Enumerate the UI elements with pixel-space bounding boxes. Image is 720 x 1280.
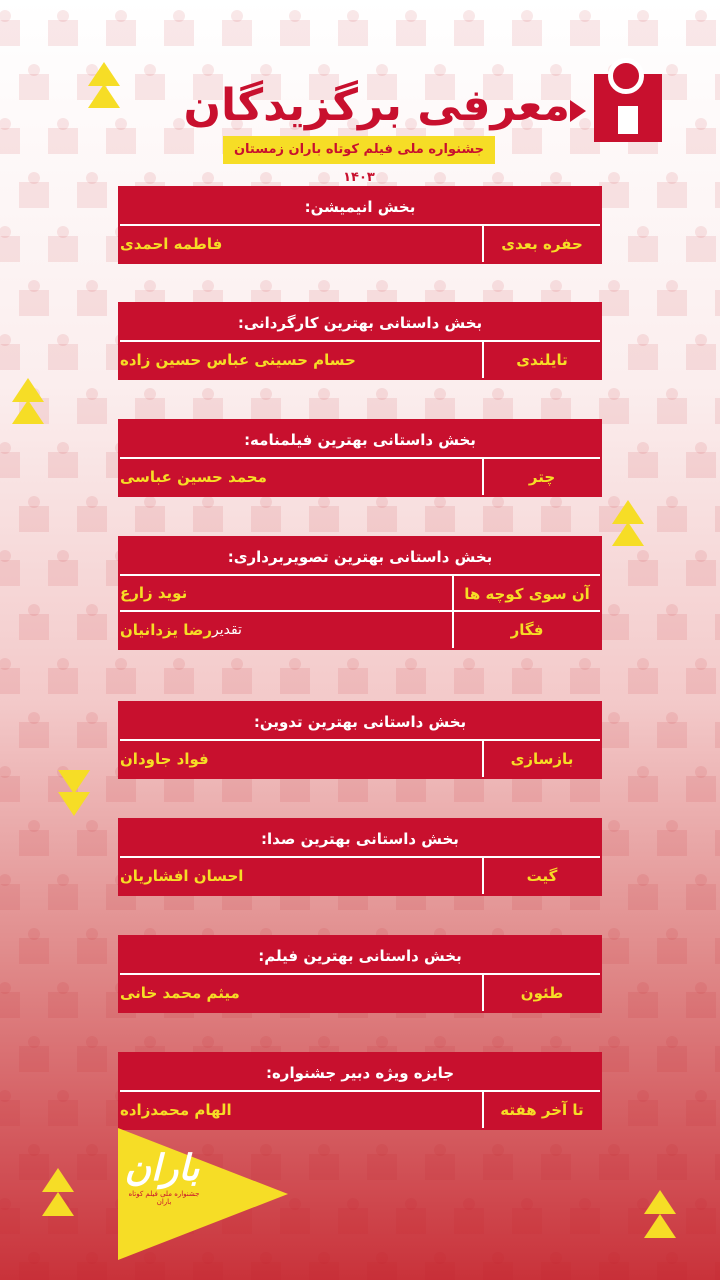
pattern-figure-icon: [19, 74, 49, 100]
pattern-figure-icon: [77, 182, 107, 208]
award-row: [120, 975, 600, 1011]
pattern-figure-icon: [280, 20, 310, 46]
pattern-figure-icon: [48, 992, 78, 1018]
section-title: بخش داستانی بهترین تدوین:: [120, 703, 600, 741]
winner-name: [120, 342, 482, 378]
pattern-figure-icon: [715, 830, 720, 856]
winner-name: [120, 975, 482, 1011]
pattern-figure-icon: [628, 452, 658, 478]
pattern-figure-icon: [483, 1154, 513, 1180]
winner-name-text: رضا یزدانیان: [120, 621, 212, 639]
pattern-figure-icon: [396, 668, 426, 694]
pattern-figure-icon: [48, 668, 78, 694]
film-title: بازسازی: [482, 741, 600, 777]
pattern-figure-icon: [512, 668, 542, 694]
award-section-best-film: [118, 935, 602, 1013]
pattern-figure-icon: [628, 668, 658, 694]
pattern-figure-icon: [164, 668, 194, 694]
pattern-figure-icon: [541, 1262, 571, 1280]
film-title: تا آخر هفته: [482, 1092, 600, 1128]
winner-name-text: حسام حسینی عباس حسین زاده: [120, 351, 356, 369]
pattern-figure-icon: [599, 398, 629, 424]
pattern-figure-icon: [0, 1208, 20, 1234]
pattern-figure-icon: [251, 1262, 281, 1280]
pattern-figure-icon: [628, 1100, 658, 1126]
pattern-figure-icon: [0, 560, 20, 586]
film-title: فگار: [452, 612, 600, 648]
award-row: [120, 342, 600, 378]
pattern-figure-icon: [19, 722, 49, 748]
pattern-figure-icon: [570, 20, 600, 46]
pattern-figure-icon: [48, 128, 78, 154]
pattern-figure-icon: [628, 884, 658, 910]
pattern-figure-icon: [106, 668, 136, 694]
pattern-figure-icon: [19, 1046, 49, 1072]
pattern-figure-icon: [512, 1208, 542, 1234]
pattern-figure-icon: [715, 290, 720, 316]
award-row: [120, 459, 600, 495]
pattern-figure-icon: [657, 830, 687, 856]
pattern-figure-icon: [106, 20, 136, 46]
winner-name-text: فاطمه احمدی: [120, 235, 223, 253]
pattern-figure-icon: [628, 344, 658, 370]
award-row: [120, 226, 600, 262]
triangle-decoration-icon: [58, 792, 90, 816]
pattern-figure-icon: [686, 20, 716, 46]
pattern-figure-icon: [77, 722, 107, 748]
pattern-figure-icon: [570, 668, 600, 694]
triangle-decoration-icon: [88, 84, 120, 108]
pattern-figure-icon: [454, 776, 484, 802]
pattern-figure-icon: [715, 1262, 720, 1280]
pattern-figure-icon: [686, 1208, 716, 1234]
section-title: جایزه ویژه دبیر جشنواره:: [120, 1054, 600, 1092]
section-title: بخش داستانی بهترین کارگردانی:: [120, 304, 600, 342]
pattern-figure-icon: [106, 128, 136, 154]
pattern-figure-icon: [512, 776, 542, 802]
pattern-figure-icon: [164, 20, 194, 46]
pattern-figure-icon: [628, 560, 658, 586]
pattern-figure-icon: [686, 776, 716, 802]
pattern-figure-icon: [715, 614, 720, 640]
winner-name: [120, 1092, 482, 1128]
pattern-figure-icon: [715, 722, 720, 748]
award-section-directing: [118, 302, 602, 380]
pattern-figure-icon: [686, 1100, 716, 1126]
winner-name-text: فواد جاودان: [120, 750, 209, 768]
section-title: بخش داستانی بهترین فیلمنامه:: [120, 421, 600, 459]
triangle-decoration-icon: [644, 1190, 676, 1214]
award-row: [120, 858, 600, 894]
triangle-decoration-icon: [58, 770, 90, 794]
pattern-figure-icon: [599, 1046, 629, 1072]
pattern-figure-icon: [19, 938, 49, 964]
pattern-figure-icon: [715, 1046, 720, 1072]
film-title: آن سوی کوچه ها: [452, 576, 600, 610]
pattern-figure-icon: [425, 1262, 455, 1280]
pattern-figure-icon: [425, 506, 455, 532]
pattern-figure-icon: [599, 1262, 629, 1280]
pattern-figure-icon: [686, 344, 716, 370]
festival-subtitle: جشنواره ملی فیلم کوتاه باران زمستان ۱۴۰۳: [223, 136, 495, 164]
pattern-figure-icon: [657, 938, 687, 964]
pattern-figure-icon: [570, 1208, 600, 1234]
pattern-figure-icon: [77, 1154, 107, 1180]
pattern-figure-icon: [48, 1100, 78, 1126]
pattern-figure-icon: [19, 830, 49, 856]
pattern-figure-icon: [338, 668, 368, 694]
pattern-figure-icon: [367, 1154, 397, 1180]
pattern-figure-icon: [686, 236, 716, 262]
pattern-figure-icon: [657, 722, 687, 748]
pattern-figure-icon: [599, 182, 629, 208]
winner-name-text: نوید زارع: [120, 584, 188, 602]
pattern-figure-icon: [48, 20, 78, 46]
pattern-figure-icon: [77, 398, 107, 424]
winner-name-text: احسان افشاریان: [120, 867, 244, 885]
baran-logo-tagline: جشنواره ملی فیلم کوتاه باران: [128, 1190, 200, 1206]
winner-name: [120, 741, 482, 777]
pattern-figure-icon: [454, 1208, 484, 1234]
triangle-decoration-icon: [644, 1214, 676, 1238]
pattern-figure-icon: [0, 344, 20, 370]
pattern-figure-icon: [367, 1262, 397, 1280]
honorable-mention-label: تقدیر: [211, 622, 242, 638]
film-title: طئون: [482, 975, 600, 1011]
pattern-figure-icon: [512, 20, 542, 46]
pattern-figure-icon: [657, 1262, 687, 1280]
triangle-decoration-icon: [42, 1192, 74, 1216]
award-row: [120, 612, 600, 648]
pattern-figure-icon: [0, 452, 20, 478]
triangle-decoration-icon: [88, 62, 120, 86]
pattern-figure-icon: [396, 1208, 426, 1234]
award-row: [120, 1092, 600, 1128]
page-title: معرفی برگزیدگان: [183, 80, 570, 131]
winner-name-text: محمد حسین عباسی: [120, 468, 267, 486]
pattern-figure-icon: [77, 938, 107, 964]
pattern-figure-icon: [454, 668, 484, 694]
pattern-figure-icon: [657, 398, 687, 424]
pattern-figure-icon: [19, 1262, 49, 1280]
pattern-figure-icon: [483, 506, 513, 532]
pattern-figure-icon: [106, 776, 136, 802]
play-arrow-icon: [570, 100, 586, 122]
pattern-figure-icon: [541, 1154, 571, 1180]
film-title: چتر: [482, 459, 600, 495]
pattern-figure-icon: [657, 290, 687, 316]
pattern-figure-icon: [48, 344, 78, 370]
pattern-figure-icon: [135, 1262, 165, 1280]
pattern-figure-icon: [599, 614, 629, 640]
pattern-figure-icon: [222, 776, 252, 802]
pattern-figure-icon: [48, 560, 78, 586]
pattern-figure-icon: [251, 506, 281, 532]
pattern-figure-icon: [48, 452, 78, 478]
pattern-figure-icon: [0, 884, 20, 910]
pattern-figure-icon: [77, 506, 107, 532]
triangle-decoration-icon: [42, 1168, 74, 1192]
triangle-decoration-icon: [612, 500, 644, 524]
pattern-figure-icon: [541, 506, 571, 532]
pattern-figure-icon: [77, 1046, 107, 1072]
pattern-figure-icon: [164, 776, 194, 802]
pattern-figure-icon: [396, 776, 426, 802]
pattern-figure-icon: [715, 506, 720, 532]
winner-name-text: میثم محمد خانی: [120, 984, 240, 1002]
pattern-figure-icon: [309, 506, 339, 532]
pattern-figure-icon: [0, 236, 20, 262]
award-section-editing: [118, 701, 602, 779]
pattern-figure-icon: [599, 1154, 629, 1180]
pattern-figure-icon: [309, 1154, 339, 1180]
pattern-figure-icon: [367, 506, 397, 532]
pattern-figure-icon: [599, 938, 629, 964]
award-section-special-prize: [118, 1052, 602, 1130]
pattern-figure-icon: [715, 398, 720, 424]
pattern-figure-icon: [599, 290, 629, 316]
section-title: بخش داستانی بهترین فیلم:: [120, 937, 600, 975]
pattern-figure-icon: [222, 20, 252, 46]
section-title: بخش داستانی بهترین تصویربرداری:: [120, 538, 600, 576]
winner-name-text: الهام محمدزاده: [120, 1101, 232, 1119]
pattern-figure-icon: [686, 884, 716, 910]
film-title: حفره بعدی: [482, 226, 600, 262]
pattern-figure-icon: [396, 20, 426, 46]
pattern-figure-icon: [338, 20, 368, 46]
pattern-figure-icon: [338, 1208, 368, 1234]
pattern-figure-icon: [628, 20, 658, 46]
pattern-figure-icon: [628, 236, 658, 262]
pattern-figure-icon: [280, 668, 310, 694]
pattern-figure-icon: [0, 128, 20, 154]
pattern-figure-icon: [686, 668, 716, 694]
pattern-figure-icon: [425, 1154, 455, 1180]
pattern-figure-icon: [48, 236, 78, 262]
award-section-sound: [118, 818, 602, 896]
film-title: تایلندی: [482, 342, 600, 378]
award-row: [120, 576, 600, 612]
pattern-figure-icon: [715, 1154, 720, 1180]
pattern-figure-icon: [280, 776, 310, 802]
pattern-figure-icon: [19, 182, 49, 208]
pattern-figure-icon: [657, 506, 687, 532]
pattern-figure-icon: [686, 452, 716, 478]
pattern-figure-icon: [715, 938, 720, 964]
pattern-figure-icon: [628, 776, 658, 802]
pattern-figure-icon: [657, 1154, 687, 1180]
pattern-figure-icon: [19, 506, 49, 532]
pattern-figure-icon: [193, 506, 223, 532]
pattern-figure-icon: [48, 884, 78, 910]
baran-logo-text: باران: [124, 1148, 200, 1189]
pattern-figure-icon: [0, 1100, 20, 1126]
pattern-figure-icon: [715, 182, 720, 208]
pattern-figure-icon: [0, 776, 20, 802]
pattern-figure-icon: [657, 1046, 687, 1072]
pattern-figure-icon: [686, 128, 716, 154]
triangle-decoration-icon: [612, 522, 644, 546]
section-title: بخش داستانی بهترین صدا:: [120, 820, 600, 858]
pattern-figure-icon: [454, 20, 484, 46]
pattern-figure-icon: [77, 1262, 107, 1280]
pattern-figure-icon: [599, 722, 629, 748]
pattern-figure-icon: [686, 992, 716, 1018]
pattern-figure-icon: [19, 290, 49, 316]
winner-name: [120, 612, 452, 648]
pattern-figure-icon: [483, 1262, 513, 1280]
pattern-figure-icon: [135, 506, 165, 532]
award-section-cinematography: [118, 536, 602, 650]
pattern-figure-icon: [715, 74, 720, 100]
pattern-figure-icon: [657, 614, 687, 640]
pattern-figure-icon: [0, 20, 20, 46]
triangle-decoration-icon: [12, 378, 44, 402]
film-title: گیت: [482, 858, 600, 894]
winner-name: [120, 459, 482, 495]
pattern-figure-icon: [77, 614, 107, 640]
pattern-figure-icon: [686, 560, 716, 586]
winner-name: [120, 226, 482, 262]
pattern-figure-icon: [599, 830, 629, 856]
pattern-figure-icon: [193, 1262, 223, 1280]
award-section-animation: [118, 186, 602, 264]
pattern-figure-icon: [338, 776, 368, 802]
pattern-figure-icon: [77, 290, 107, 316]
pattern-figure-icon: [628, 992, 658, 1018]
pattern-figure-icon: [19, 614, 49, 640]
pattern-figure-icon: [657, 182, 687, 208]
pattern-figure-icon: [77, 830, 107, 856]
pattern-figure-icon: [309, 1262, 339, 1280]
winner-name: [120, 858, 482, 894]
section-title: بخش انیمیشن:: [120, 188, 600, 226]
triangle-decoration-icon: [12, 400, 44, 424]
pattern-figure-icon: [570, 776, 600, 802]
festival-logo-icon: [594, 74, 662, 142]
pattern-figure-icon: [135, 74, 165, 100]
pattern-figure-icon: [222, 668, 252, 694]
pattern-figure-icon: [0, 668, 20, 694]
pattern-figure-icon: [0, 992, 20, 1018]
award-section-screenplay: [118, 419, 602, 497]
award-row: [120, 741, 600, 777]
winner-name: [120, 576, 452, 610]
